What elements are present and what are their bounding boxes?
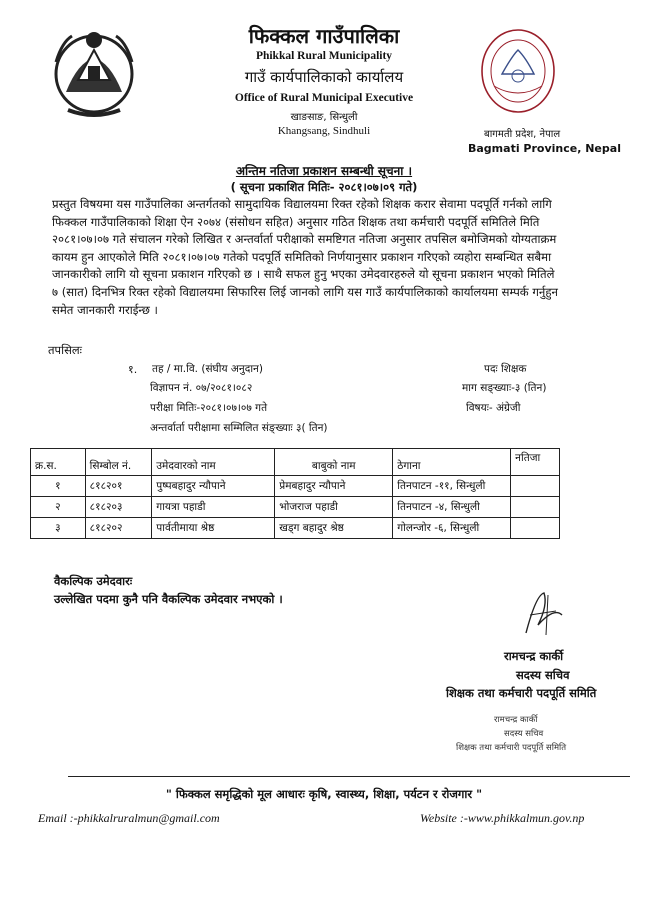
table-row — [31, 476, 560, 497]
column-header: सिम्बोल नं. — [85, 449, 152, 476]
location-en: Khangsang, Sindhuli — [277, 125, 371, 137]
table-cell: पार्वतीमाया श्रेष्ठ — [152, 518, 275, 539]
table-cell: तिनपाटन -४, सिन्धुली — [393, 497, 511, 518]
results-table — [30, 448, 560, 539]
table-cell: प्रेमबहादुर न्यौपाने — [275, 476, 393, 497]
body-line: २०८१।०७।०७ गते संचालन गरेको लिखित र अन्तर्वार्ता परीक्षाको समष्टिगत नतिजा अनुसार तपसिल बमोजिमको योग्यताक्रम — [52, 232, 557, 247]
signatory-name: रामचन्द्र कार्की — [504, 649, 564, 663]
table-cell: भोजराज पहाडी — [275, 497, 393, 518]
body-line: ७ (सात) दिनभित्र रिक्त रहेको विद्यालयमा सिफारिस लिई जानको लागि यस गाउँ कार्यपालिकाको कार्यालयमा सम्पर्क गर्नुहुन — [52, 284, 558, 299]
location-np: खाङसाङ, सिन्धुली — [290, 112, 358, 123]
stamp-name: रामचन्द्र कार्की — [494, 715, 538, 725]
province-en: Bagmati Province, Nepal — [468, 142, 621, 155]
body-line: कायम हुन आएकोले मिति २०८१।०७।०७ गतेको पदपूर्ति समितिको निर्णयानुसार प्रकाशन गरिएको व्यहोरा सम्बन्धित सबैमा — [52, 249, 552, 264]
stamp-committee: शिक्षक तथा कर्मचारी पदपूर्ति समिति — [456, 743, 567, 753]
table-cell: १ — [31, 476, 86, 497]
alternate-heading: वैकल्पिक उमेदवारः — [54, 574, 133, 588]
alternate-text: उल्लेखित पदमा कुनै पनि वैकल्पिक उमेदवार नभएको । — [54, 592, 283, 606]
notice-body — [52, 196, 612, 319]
footer-divider — [68, 776, 630, 777]
table-cell: २ — [31, 497, 86, 518]
table-cell: पुष्पबहादुर न्यौपाने — [152, 476, 275, 497]
column-header: बाबुको नाम — [275, 449, 393, 476]
province-np: बागमती प्रदेश, नेपाल — [484, 129, 561, 140]
table-cell — [511, 476, 560, 497]
column-header: क्र.स. — [31, 449, 86, 476]
body-line: समेत जानकारी गराईन्छ । — [52, 302, 158, 317]
office-title-np: गाउँ कार्यपालिकाको कार्यालय — [244, 68, 404, 86]
signatory-role: सदस्य सचिव — [516, 668, 570, 682]
stamp-role: सदस्य सचिव — [504, 729, 544, 739]
item-number: १. — [128, 363, 138, 376]
table-cell — [511, 497, 560, 518]
published-date: ( सूचना प्रकाशित मितिः- २०८१।०७।०९ गते) — [230, 180, 418, 194]
footer-motto: " फिक्कल समृद्धिको मूल आधारः कृषि, स्वास्थ्य, शिक्षा, पर्यटन र रोजगार " — [165, 787, 483, 801]
footer-website: Website :-www.phikkalmun.gov.np — [420, 811, 585, 825]
column-header: उमेदवारको नाम — [152, 449, 275, 476]
signature-icon — [518, 585, 568, 645]
municipality-title-np: फिक्कल गाउँपालिका — [248, 24, 400, 48]
table-row — [31, 497, 560, 518]
body-line: जानकारीको लागि यो सूचना प्रकाशन गरिएको छ । साथै सफल हुनु भएका उमेदवारहरुले यो सूचना प्रकाशन भएको मितिले — [52, 267, 555, 282]
column-header: नतिजा — [511, 449, 560, 476]
demand-count: माग सङ्ख्याः-३ (तिन) — [462, 382, 547, 394]
footer-email: Email :-phikkalruralmun@gmail.com — [38, 811, 220, 825]
tapasil-label: तपसिलः — [48, 343, 82, 357]
office-title-en: Office of Rural Municipal Executive — [234, 92, 414, 104]
table-cell: तिनपाटन -११, सिन्धुली — [393, 476, 511, 497]
table-cell: ८१८२०३ — [85, 497, 152, 518]
table-cell: गोलन्जोर -६, सिन्धुली — [393, 518, 511, 539]
table-header-row — [31, 449, 560, 476]
table-row — [31, 518, 560, 539]
subject-label: विषयः- अंग्रेजी — [466, 402, 521, 414]
signatory-committee: शिक्षक तथा कर्मचारी पदपूर्ति समिति — [446, 686, 597, 700]
table-cell: ८१८२०१ — [85, 476, 152, 497]
post-label: पदः शिक्षक — [484, 363, 527, 375]
table-cell — [511, 518, 560, 539]
level-label: तह / मा.वि. (संघीय अनुदान) — [152, 363, 263, 375]
municipality-seal-icon — [478, 26, 558, 116]
municipality-title-en: Phikkal Rural Municipality — [255, 50, 393, 62]
advertisement-number: विज्ञापन नं. ०७/२०८१।०८२ — [150, 382, 253, 394]
column-header: ठेगाना — [393, 449, 511, 476]
interview-count: अन्तर्वार्ता परीक्षामा सम्मिलित संङ्ख्याः ३( तिन) — [150, 422, 328, 434]
table-cell: खड्ग बहादुर श्रेष्ठ — [275, 518, 393, 539]
body-line: फिक्कल गाउँपालिकाको शिक्षा ऐन २०७४ (संसोधन सहित) अनुसार गठित शिक्षक तथा कर्मचारी पदपूर्ति समितिले मिति — [52, 214, 540, 229]
table-cell: ८१८२०२ — [85, 518, 152, 539]
body-line: प्रस्तुत विषयमा यस गाउँपालिका अन्तर्गतको सामुदायिक विद्यालयमा रिक्त रहेको शिक्षक करार सेवामा पदपूर्ति गर्नको लागि — [52, 197, 552, 211]
table-cell: गायत्रा पहाडी — [152, 497, 275, 518]
exam-date: परीक्षा मितिः-२०८१।०७।०७ गते — [150, 402, 268, 414]
notice-title-wrap — [0, 160, 648, 179]
notice-title: अन्तिम नतिजा प्रकाशन सम्बन्धी सूचना । — [235, 164, 413, 178]
table-cell: ३ — [31, 518, 86, 539]
